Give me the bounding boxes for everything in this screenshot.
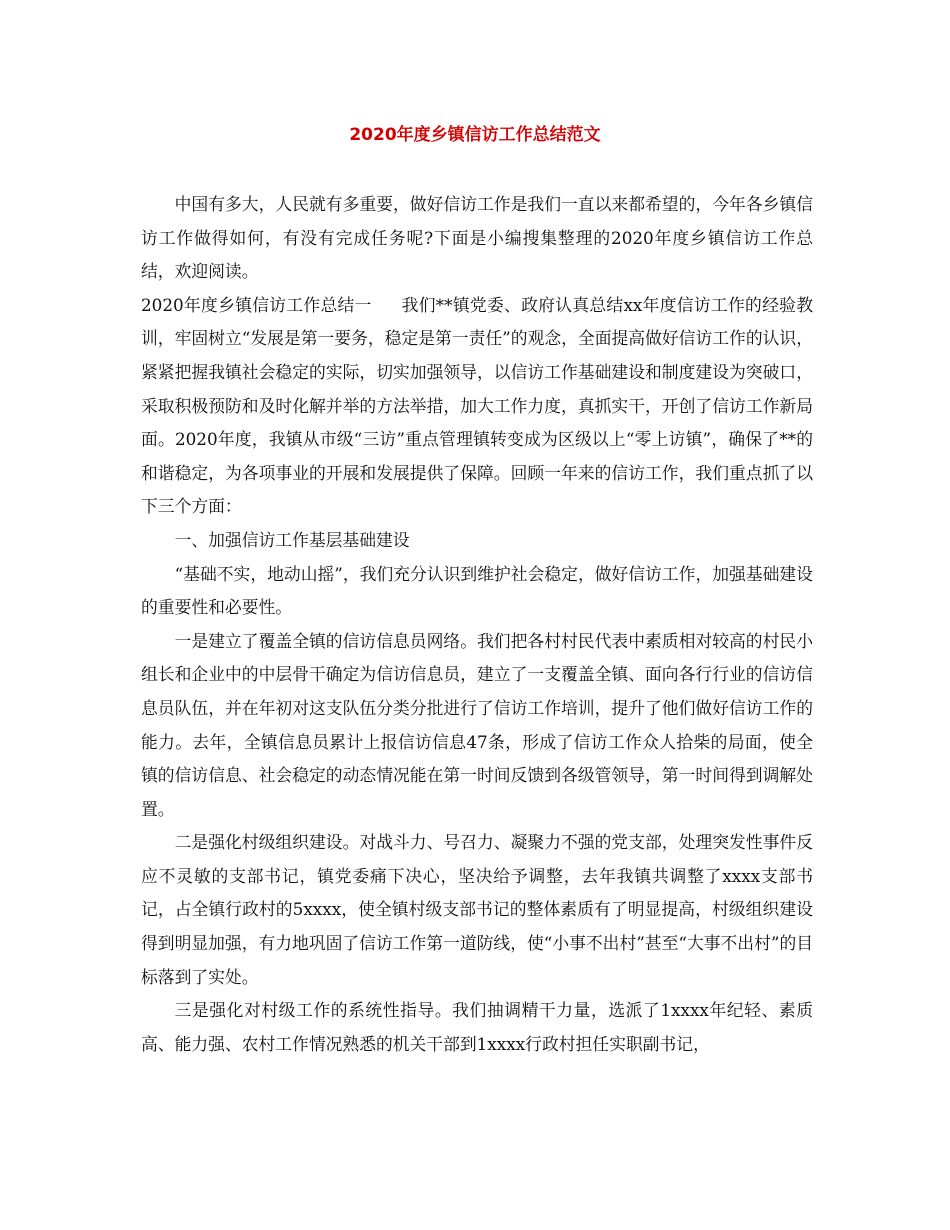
paragraph-2: 一是建立了覆盖全镇的信访信息员网络。我们把各村村民代表中素质相对较高的村民小组长和企业中的中层骨干确定为信访信息员，建立了一支覆盖全镇、面向各行行业的信访信息员队伍，并在年初对这支队伍分类分批进行了信访工作培训，提升了他们做好信访工作的能力。去年，全镇信息员累计上报信访信息47条，形成了信访工作众人拾柴的局面，使全镇的信访信息、社会稳定的动态情况能在第一时间反馈到各级管领导，第一时间得到调解处置。 bbox=[141, 630, 813, 819]
intro-paragraph: 中国有多大，人民就有多重要，做好信访工作是我们一直以来都希望的，今年各乡镇信访工作做得如何，有没有完成任务呢?下面是小编搜集整理的2020年度乡镇信访工作总结，欢迎阅读。 bbox=[141, 194, 813, 282]
document-title: 2020年度乡镇信访工作总结范文 bbox=[349, 125, 601, 145]
paragraph-1: “基础不实，地动山摇”，我们充分认识到维护社会稳定，做好信访工作，加强基础建设的重要性和必要性。 bbox=[141, 563, 813, 618]
paragraph-4: 三是强化对村级工作的系统性指导。我们抽调精干力量，选派了1xxxx年纪轻、素质高、能力强、农村工作情况熟悉的机关干部到1xxxx行政村担任实职副书记， bbox=[141, 1000, 813, 1054]
section1-text: 我们**镇党委、政府认真总结xx年度信访工作的经验教训，牢固树立“发展是第一要务，稳定是第一责任”的观念，全面提高做好信访工作的认识，紧紧把握我镇社会稳定的实际，切实加强领导，以信访工作基础建设和制度建设为突破口，采取积极预防和及时化解并举的方法举措，加大工作力度，真抓实干，开创了信访工作新局面。2020年度，我镇从市级“三访”重点管理镇转变成为区级以上“零上访镇”，确保了**的和谐稳定，为各项事业的开展和发展提供了保障。回顾一年来的信访工作，我们重点抓了以下三个方面： bbox=[141, 294, 813, 517]
section1-paragraph bbox=[141, 289, 813, 524]
section1-label: 2020年度乡镇信访工作总结一 bbox=[141, 294, 372, 315]
paragraph-3: 二是强化村级组织建设。对战斗力、号召力、凝聚力不强的党支部，处理突发性事件反应不灵敏的支部书记，镇党委痛下决心，坚决给予调整，去年我镇共调整了xxxx支部书记，占全镇行政村的5xxxx，使全镇村级支部书记的整体素质有了明显提高，村级组织建设得到明显加强，有力地巩固了信访工作第一道防线，使“小事不出村”甚至“大事不出村”的目标落到了实处。 bbox=[141, 832, 814, 987]
document-body bbox=[141, 188, 813, 1061]
heading-1: 一、加强信访工作基层基础建设 bbox=[174, 529, 410, 550]
